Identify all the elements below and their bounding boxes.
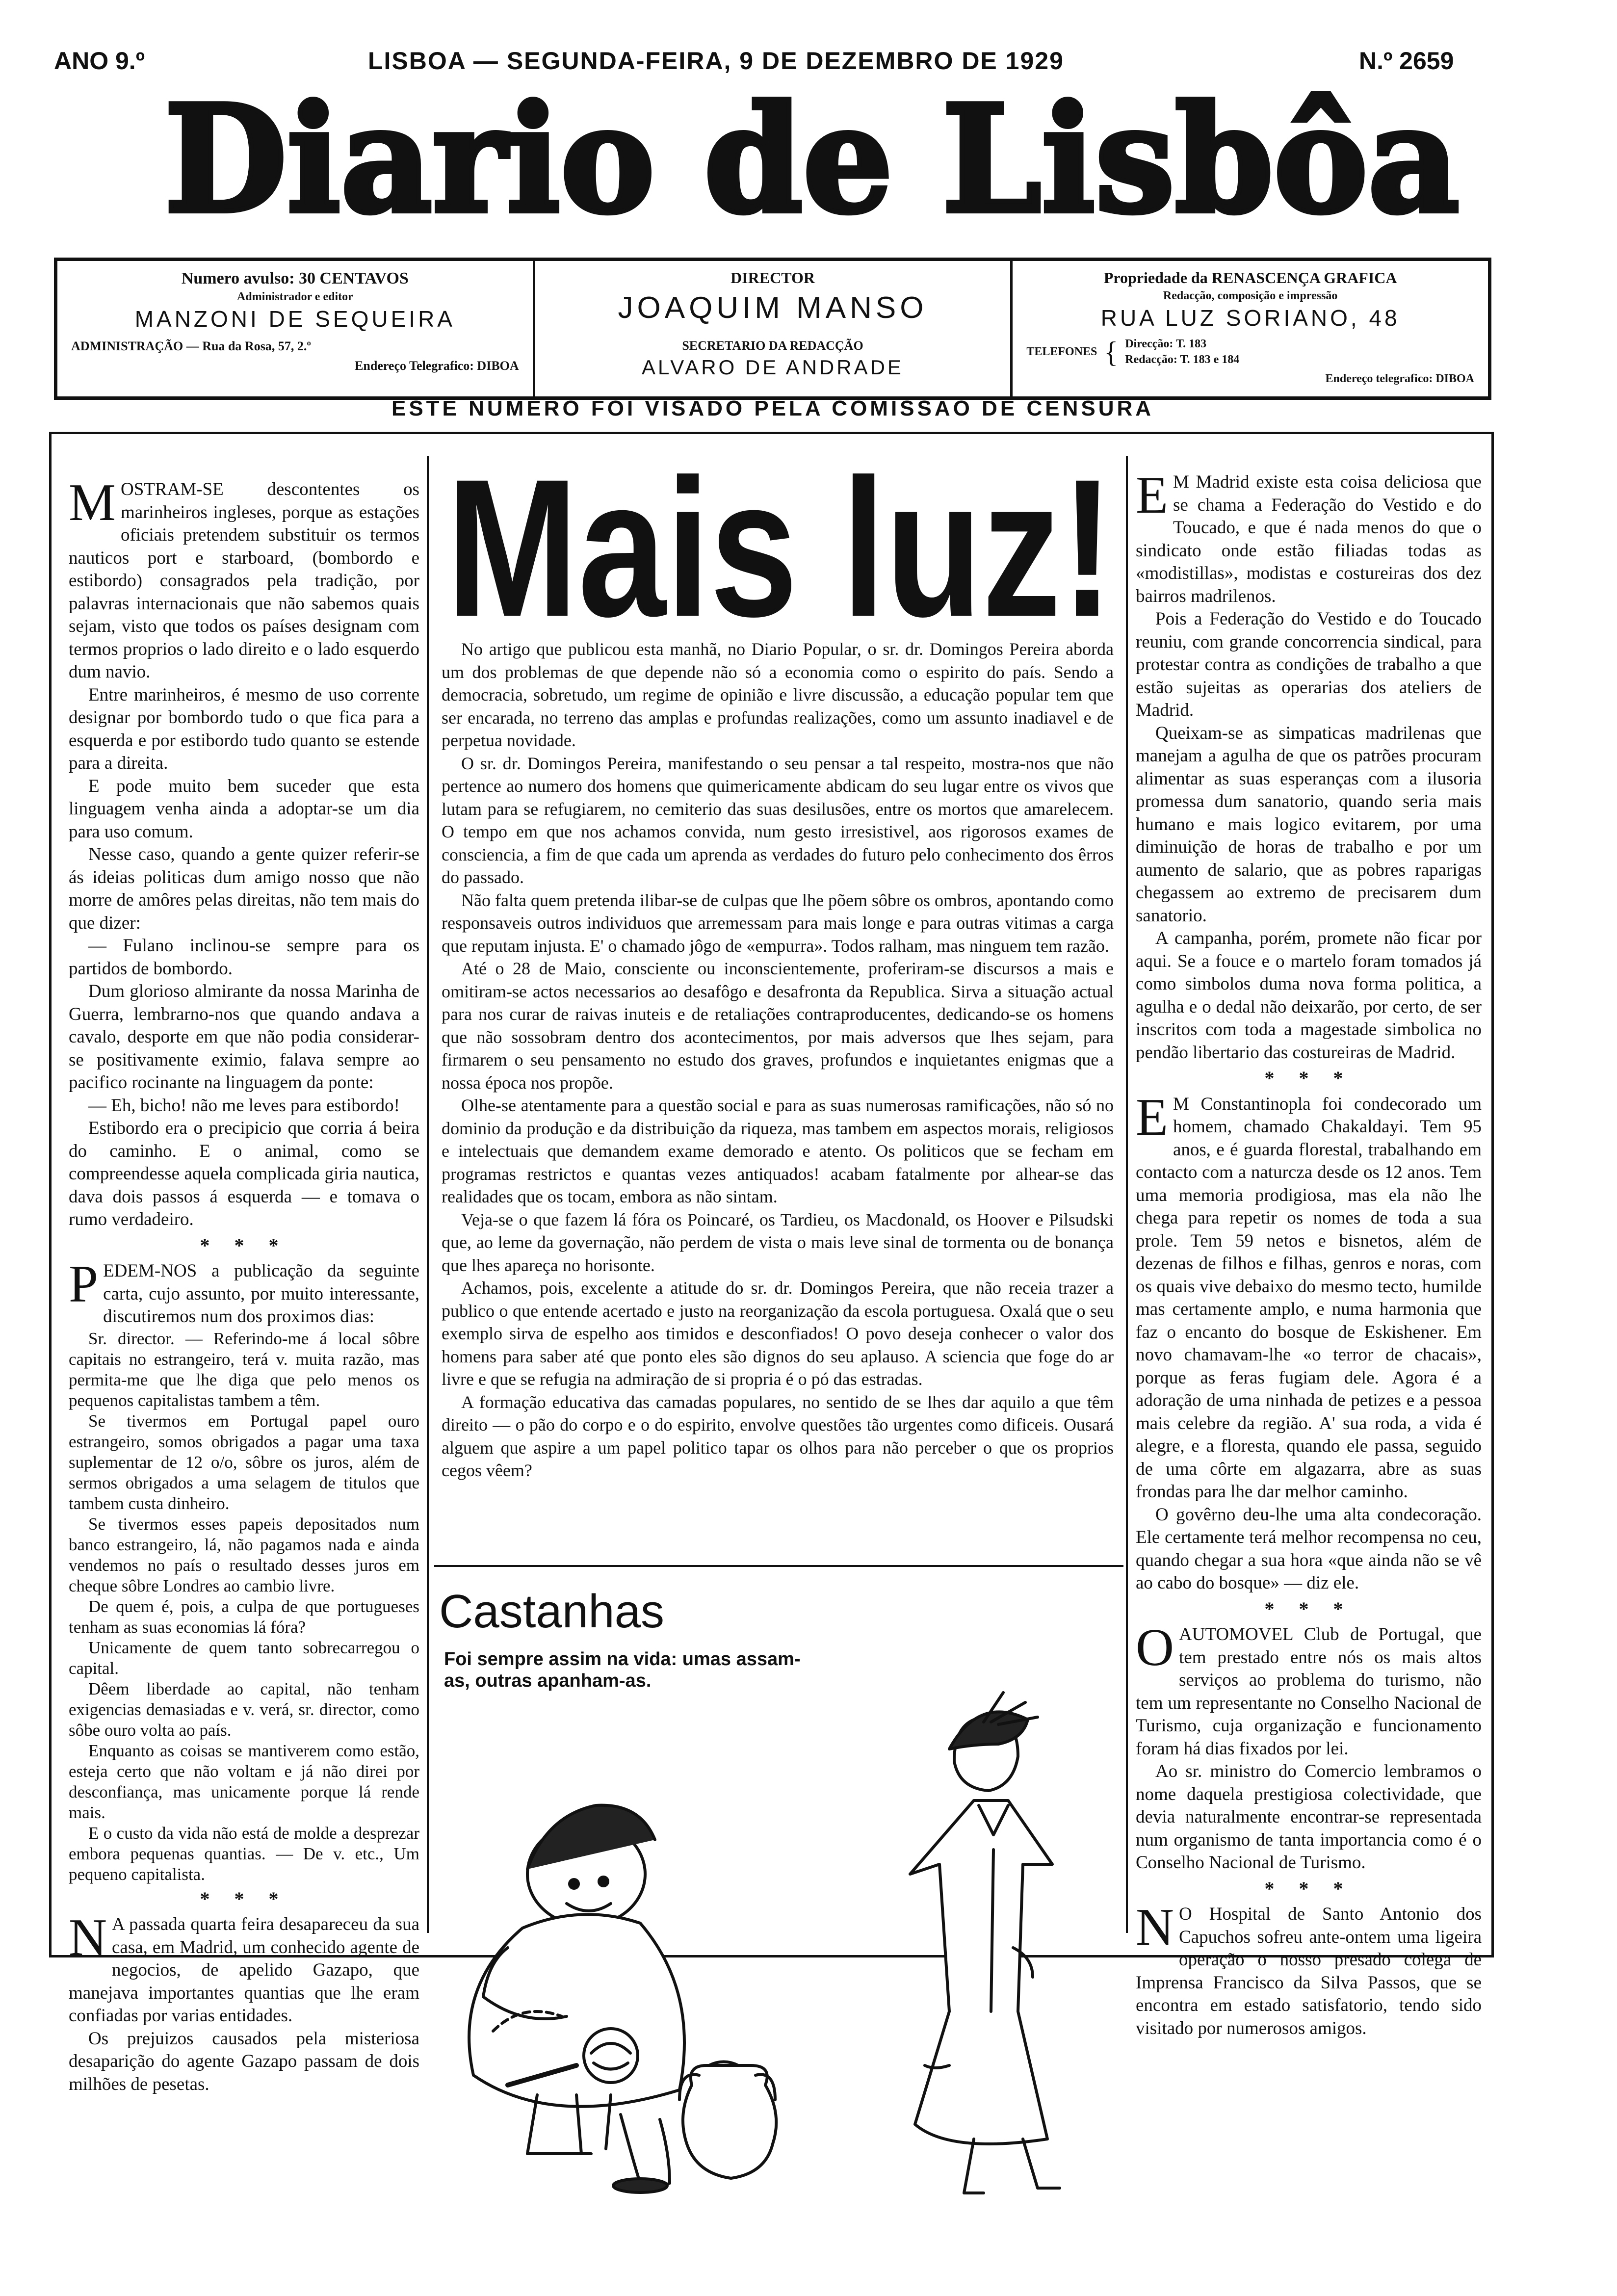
article-letter: PEDEM-NOS a publicação da seguinte carta, cujo assunto, por muito interessante, discutiremos num dos proximos dias: <box>69 1255 419 1327</box>
section-separator: * * * <box>200 1234 288 1256</box>
cartoon-caption: Foi sempre assim na vida: umas assam-as, outras apanham-as. <box>444 1649 801 1691</box>
cartoon-title: Castanhas <box>439 1585 664 1638</box>
paragraph: — Fulano inclinou-se sempre para os partidos de bombordo. <box>69 936 419 979</box>
masthead-title: Diario de Lisbôa <box>164 78 1460 245</box>
paragraph: Se tivermos em Portugal papel ouro estrangeiro, somos obrigados a pagar uma taxa suplementar de 12 o/o, sôbre os juros, além de sermos obrigados a uma selagem de titulos que tambem custa dinheiro. <box>69 1411 419 1513</box>
jar-figure <box>679 2062 776 2179</box>
column-rule-left <box>427 456 429 1933</box>
article-constantinople: E M Constantinopla foi condecorado um homem, chamado Chakaldayi. Tem 95 anos, e é guarda florestal, trabalhando em contacto com a naturcza desde os 12 anos. Tem uma memoria prodigiosa, mas ela não lhe chega para repetir os nomes de toda a sua prole. Tem 59 netos e bisnetos, além de dezenas de filhos e filhas, genros e noras, com os quais vive debaixo do mesmo tecto, humilde mas certamente amplo, e numa harmonia que faz o encanto do bosque de Eskishener. Em novo chamavam-lhe «o terror de chacais», porque as feras fugiam dele. Agora é a adoração de uma ninhada de petizes e a pessoa mais celebre da região. A' sua roda, a vida é alegre, e a floresta, quando ele passa, seguido de uma côrte em algazarra, abre as suas frondas para lhe dar melhor caminho. <box>1136 1088 1482 1502</box>
paragraph: — Eh, bicho! não me leves para estibordo! <box>88 1095 400 1116</box>
phones <box>1026 333 1474 371</box>
secretary-name: ALVARO DE ANDRADE <box>642 355 904 379</box>
paragraph: Dum glorioso almirante da nossa Marinha de Guerra, lembrarno-nos que quando andava a cavalo, desporte em que não podia considerar-se positivamente eximio, falava sempre ao pacifico rocinante na linguagem da ponte: <box>69 981 419 1093</box>
brace-icon: { <box>1104 336 1119 368</box>
issue-number: N.º 2659 <box>1359 47 1454 75</box>
paragraph: Não falta quem pretenda ilibar-se de culpas que lhe põem sôbre os ombros, apontando como responsaveis outros individuos que arremessam para mais longe e para outras vitimas a carga que reputam injusta. E' o chamado jôgo de «empurra». Todos ralham, mas ninguem tem razão. <box>442 890 1114 956</box>
paragraph: Unicamente de quem tanto sobrecarregou o capital. <box>69 1638 419 1678</box>
admin-address: ADMINISTRAÇÃO — Rua da Rosa, 57, 2.º <box>71 339 311 354</box>
admin-name: MANZONI DE SEQUEIRA <box>134 306 455 332</box>
dropcap: P <box>69 1255 99 1313</box>
dropcap: E <box>1136 466 1168 524</box>
paragraph: Ao sr. ministro do Comercio lembramos o nome daquela prestigiosa colectividade, que devia naturalmente encontrar-se representada num organismo de tanta importancia como é o Conselho Nacional de Turismo. <box>1136 1761 1482 1873</box>
price: Numero avulso: 30 CENTAVOS <box>181 269 409 287</box>
paragraph: E pode muito bem suceder que esta linguagem venha ainda a adoptar-se um dia para uso comum. <box>69 776 419 842</box>
section-separator: * * * <box>200 1887 288 1910</box>
paragraph: Sr. director. — Referindo-me á local sôbre capitais no estrangeiro, terá v. muita razão, mas permita-me que lhe diga que pelo menos os pequenos capitalistas tambem a têm. <box>69 1329 419 1410</box>
paragraph: A formação educativa das camadas populares, no sentido de se lhes dar aquilo a que têm direito — o pão do corpo e o do espirito, envolve questões tão urgentes como dificeis. Ousará alguem que aspire a um papel politico tapar os olhos para não perceber o que os proprios cegos vêem? <box>442 1392 1114 1480</box>
phone-editorial: Redacção: T. 183 e 184 <box>1125 353 1240 366</box>
paragraph: A campanha, porém, promete não ficar por aqui. Se a fouce e o martelo foram tomados já como simbolos duma nova forma politica, a agulha e o dedal não deixarão, por certo, de ser inscritos com toda a magestade simbolica no pendão libertario das costureiras de Madrid. <box>1136 928 1482 1063</box>
article-automovel-club: OAUTOMOVEL Club de Portugal, que tem prestado entre nós os mais altos serviços ao problema do turismo, não tem um representante no Conselho Nacional de Turismo, cuja organização e funcionamento foram há dias fixados por lei. <box>1136 1618 1482 1759</box>
paragraph: De quem é, pois, a culpa de que portugueses tenham as suas economias lá fóra? <box>69 1596 419 1637</box>
secretary-label: SECRETARIO DA REDACÇÃO <box>682 339 863 353</box>
left-column <box>69 473 419 2096</box>
paragraph: Dêem liberdade ao capital, não tenham exigencias demasiadas e v. verá, sr. director, como sôbe ouro volta ao país. <box>69 1679 419 1740</box>
censor-note: ESTE NUMERO FOI VISADO PELA COMISSÃO DE CENSURA <box>391 396 1154 420</box>
section-separator: * * * <box>1264 1877 1353 1900</box>
director-label: DIRECTOR <box>730 269 815 287</box>
paragraph: Olhe-se atentamente para a questão social e para as suas numerosas ramificações, não só no dominio da produção e da distribuição da riqueza, mas tambem em aspectos morais, religiosos e intelectuais que demandem exame demorado e atento. Os politicos que se fecham em programas restrictos e quantas vezes antiquados! acabam fatalmente por alhear-se das realidades que os tocam, embora as não sintam. <box>442 1096 1114 1206</box>
cartoon <box>434 1575 1121 2198</box>
owner: Propriedade da RENASCENÇA GRAFICA <box>1103 269 1397 287</box>
headline <box>442 451 1119 638</box>
column-rule-right <box>1126 456 1128 1933</box>
owner-sub: Redacção, composição e impressão <box>1163 289 1338 302</box>
section-separator: * * * <box>1264 1067 1353 1089</box>
dropcap: O <box>1136 1618 1174 1677</box>
infobox-center <box>535 261 1013 396</box>
dropcap: N <box>1136 1898 1174 1957</box>
dropcap: M <box>69 473 116 532</box>
section-separator: * * * <box>1264 1597 1353 1620</box>
paragraph: Se tivermos esses papeis depositados num banco estrangeiro, lá, não pagamos nada e ainda vendemos no país o resultado desses juros em cheque sôbre Londres ao cambio livre. <box>69 1514 419 1595</box>
paragraph: Veja-se o que fazem lá fóra os Poincaré, os Tardieu, os Macdonald, os Hoover e Pilsudski que, ao leme da governação, não perdem de vista o mais leve sinal de tormenta ou de bonança que lhes apareça no horisonte. <box>442 1209 1114 1275</box>
paragraph: Queixam-se as simpaticas madrilenas que manejam a agulha de que os patrões procuram alimentar as suas esperanças com a ilusoria promessa dum sanatorio, quando seria mais humano e mais logico evitarem, por uma diminuição de horas de trabalho e por um aumento de salario, que as pobres raparigas chegassem ao extremo de precisarem dum sanatorio. <box>1136 723 1482 926</box>
infobox-right <box>1013 261 1488 396</box>
telegraph-address: Endereço Telegrafico: DIBOA <box>355 358 519 373</box>
paragraph: Pois a Federação do Vestido e do Toucado reuniu, com grande concorrencia sindical, para protestar contra as condições de trabalho a que estão sujeitas as operarias dos ateliers de Madrid. <box>1136 609 1482 720</box>
paragraph: O govêrno deu-lhe uma alta condecoração. Ele certamente terá melhor recompensa no ceu, quando chegar a sua hora «que ainda não se vê ao cabo do bosque» — diz ele. <box>1136 1504 1482 1593</box>
paragraph: Entre marinheiros, é mesmo de uso corrente designar por bombordo tudo o que fica para a esquerda e por estibordo tudo quanto se estende para a direita. <box>69 684 419 773</box>
article-hospital: N O Hospital de Santo Antonio dos Capuchos sofreu ante-ontem uma ligeira operação o nosso presado colega de Imprensa Francisco da Silva Passos, que se encontra em estado satisfatorio, tendo sido visitado por numerosos amigos. <box>1136 1898 1482 2038</box>
cartoon-illustration <box>434 1575 1121 2198</box>
headline-text: Mais luz! <box>446 451 1114 638</box>
telegraph-address-right: Endereço telegrafico: DIBOA <box>1325 372 1475 385</box>
infobox-left <box>57 261 535 396</box>
cartoon-top-rule <box>434 1565 1123 1567</box>
paragraph: Enquanto as coisas se mantiverem como estão, esteja certo que não voltam e já não direi por desconfiança, mas unicamente porque lá rende mais. <box>69 1741 419 1822</box>
phone-direction: Direcção: T. 183 <box>1125 338 1207 351</box>
center-column <box>442 638 1114 1482</box>
street-address: RUA LUZ SORIANO, 48 <box>1100 305 1400 331</box>
paragraph: Estibordo era o precipicio que corria á beira do caminho. E o animal, como se compreendesse aquela complicada giria nautica, dava dois passos á esquerda — e tomava o rumo verdadeiro. <box>69 1118 419 1229</box>
article-gazapo: N A passada quarta feira desapareceu da sua casa, em Madrid, um conhecido agente de negocios, de apelido Gazapo, que manejava importantes quantias que lhe eram confiadas por varias entidades. <box>69 1908 419 2026</box>
masthead-infobox <box>54 258 1491 400</box>
paragraph: E o custo da vida não está de molde a desprezar embora pequenas quantias. — De v. etc., Um pequeno capitalista. <box>69 1823 419 1884</box>
article-mariners: MOSTRAM-SE descontentes os marinheiros ingleses, porque as estações oficiais pretendem substituir os termos nauticos port e starboard, (bombordo e estibordo) consagrados pela tradição, por palavras internacionais que não sabemos quais sejam, visto que todos os países designam com termos proprios o lado direito e o lado esquerdo dum navio. <box>69 473 419 682</box>
phones-label: TELEFONES <box>1026 345 1097 358</box>
letter-body <box>69 1329 419 1885</box>
dropcap: N <box>69 1908 107 1967</box>
article-madrid-seamstresses: E M Madrid existe esta coisa deliciosa que se chama a Federação do Vestido e do Toucado, e que é nada menos do que o sindicato onde estão filiadas todas as «modistillas», modistas e costureiras dos dez bairros madrilenos. <box>1136 466 1482 606</box>
admin-label: Administrador e editor <box>236 290 353 304</box>
dropcap: E <box>1136 1088 1168 1147</box>
standing-woman-figure <box>910 1693 1060 2193</box>
paragraph: Os prejuizos causados pela misteriosa desaparição do agente Gazapo passam de dois milhões de pesetas. <box>69 2028 419 2094</box>
dateline: LISBOA — SEGUNDA-FEIRA, 9 DE DEZEMBRO DE 1929 <box>368 47 1064 75</box>
paragraph: Achamos, pois, excelente a atitude do sr. dr. Domingos Pereira, que não receia trazer a publico o que entende acertado e justo na reorganização da escola portuguesa. Oxalá que o seu exemplo sirva de espelho aos timidos e desconfiados! O povo deseja conhecer o valor dos homens para saber até que ponto eles são dignos do seu aplauso. A sciencia que foge do ar livre e que se refugia na admiração de si propria é o pó das estradas. <box>442 1278 1114 1389</box>
masthead-logo <box>157 78 1467 245</box>
chestnut-seller-figure <box>469 1805 684 2192</box>
director-name: JOAQUIM MANSO <box>618 290 928 325</box>
paragraph: Até o 28 de Maio, consciente ou inconscientemente, proferiram-se discursos a mais e omitiram-se actos necessarios ao desafôgo e desafronta da Republica. Sirva a situação actual para nos curar de raivas inuteis e de retaliações contraproducentes, dedicando-se os homens que não sossobram dentro dos acontecimentos, por mais adversos que lhes sejam, para firmarem o seu pensamento no estudo dos graves, profundos e inquietantes enigmas que a nossa época nos propõe. <box>442 959 1114 1093</box>
issue-year: ANO 9.º <box>54 47 145 75</box>
paragraph: O sr. dr. Domingos Pereira, manifestando o seu pensar a tal respeito, mostra-nos que não pertence ao numero dos homens que quimericamente abdicam do seu lugar entre os vivos que lutam para se refugiarem, no cemiterio das suas desilusões, entre os mortos que amarelecem. O tempo em que nos achamos convida, num gesto irresistivel, aos rigorosos exames de consciencia, a fim de que cada um aprenda as verdades do futuro pelo conhecimento dos êrros do passado. <box>442 753 1114 887</box>
paragraph: No artigo que publicou esta manhã, no Diario Popular, o sr. dr. Domingos Pereira aborda um dos problemas de que depende não só a economia como o espirito do país. Sendo a democracia, sobretudo, um regime de opinião e livre discussão, a educação popular tem que ser encarada, no terreno das amplas e profundas realizações, como um assunto inadiavel e de perpetua novidade. <box>442 639 1114 750</box>
paragraph: Nesse caso, quando a gente quizer referir-se ás ideias politicas dum amigo nosso que não morre de amôres pelas direitas, não tem mais do que dizer: <box>69 844 419 933</box>
right-column <box>1136 466 1482 2040</box>
